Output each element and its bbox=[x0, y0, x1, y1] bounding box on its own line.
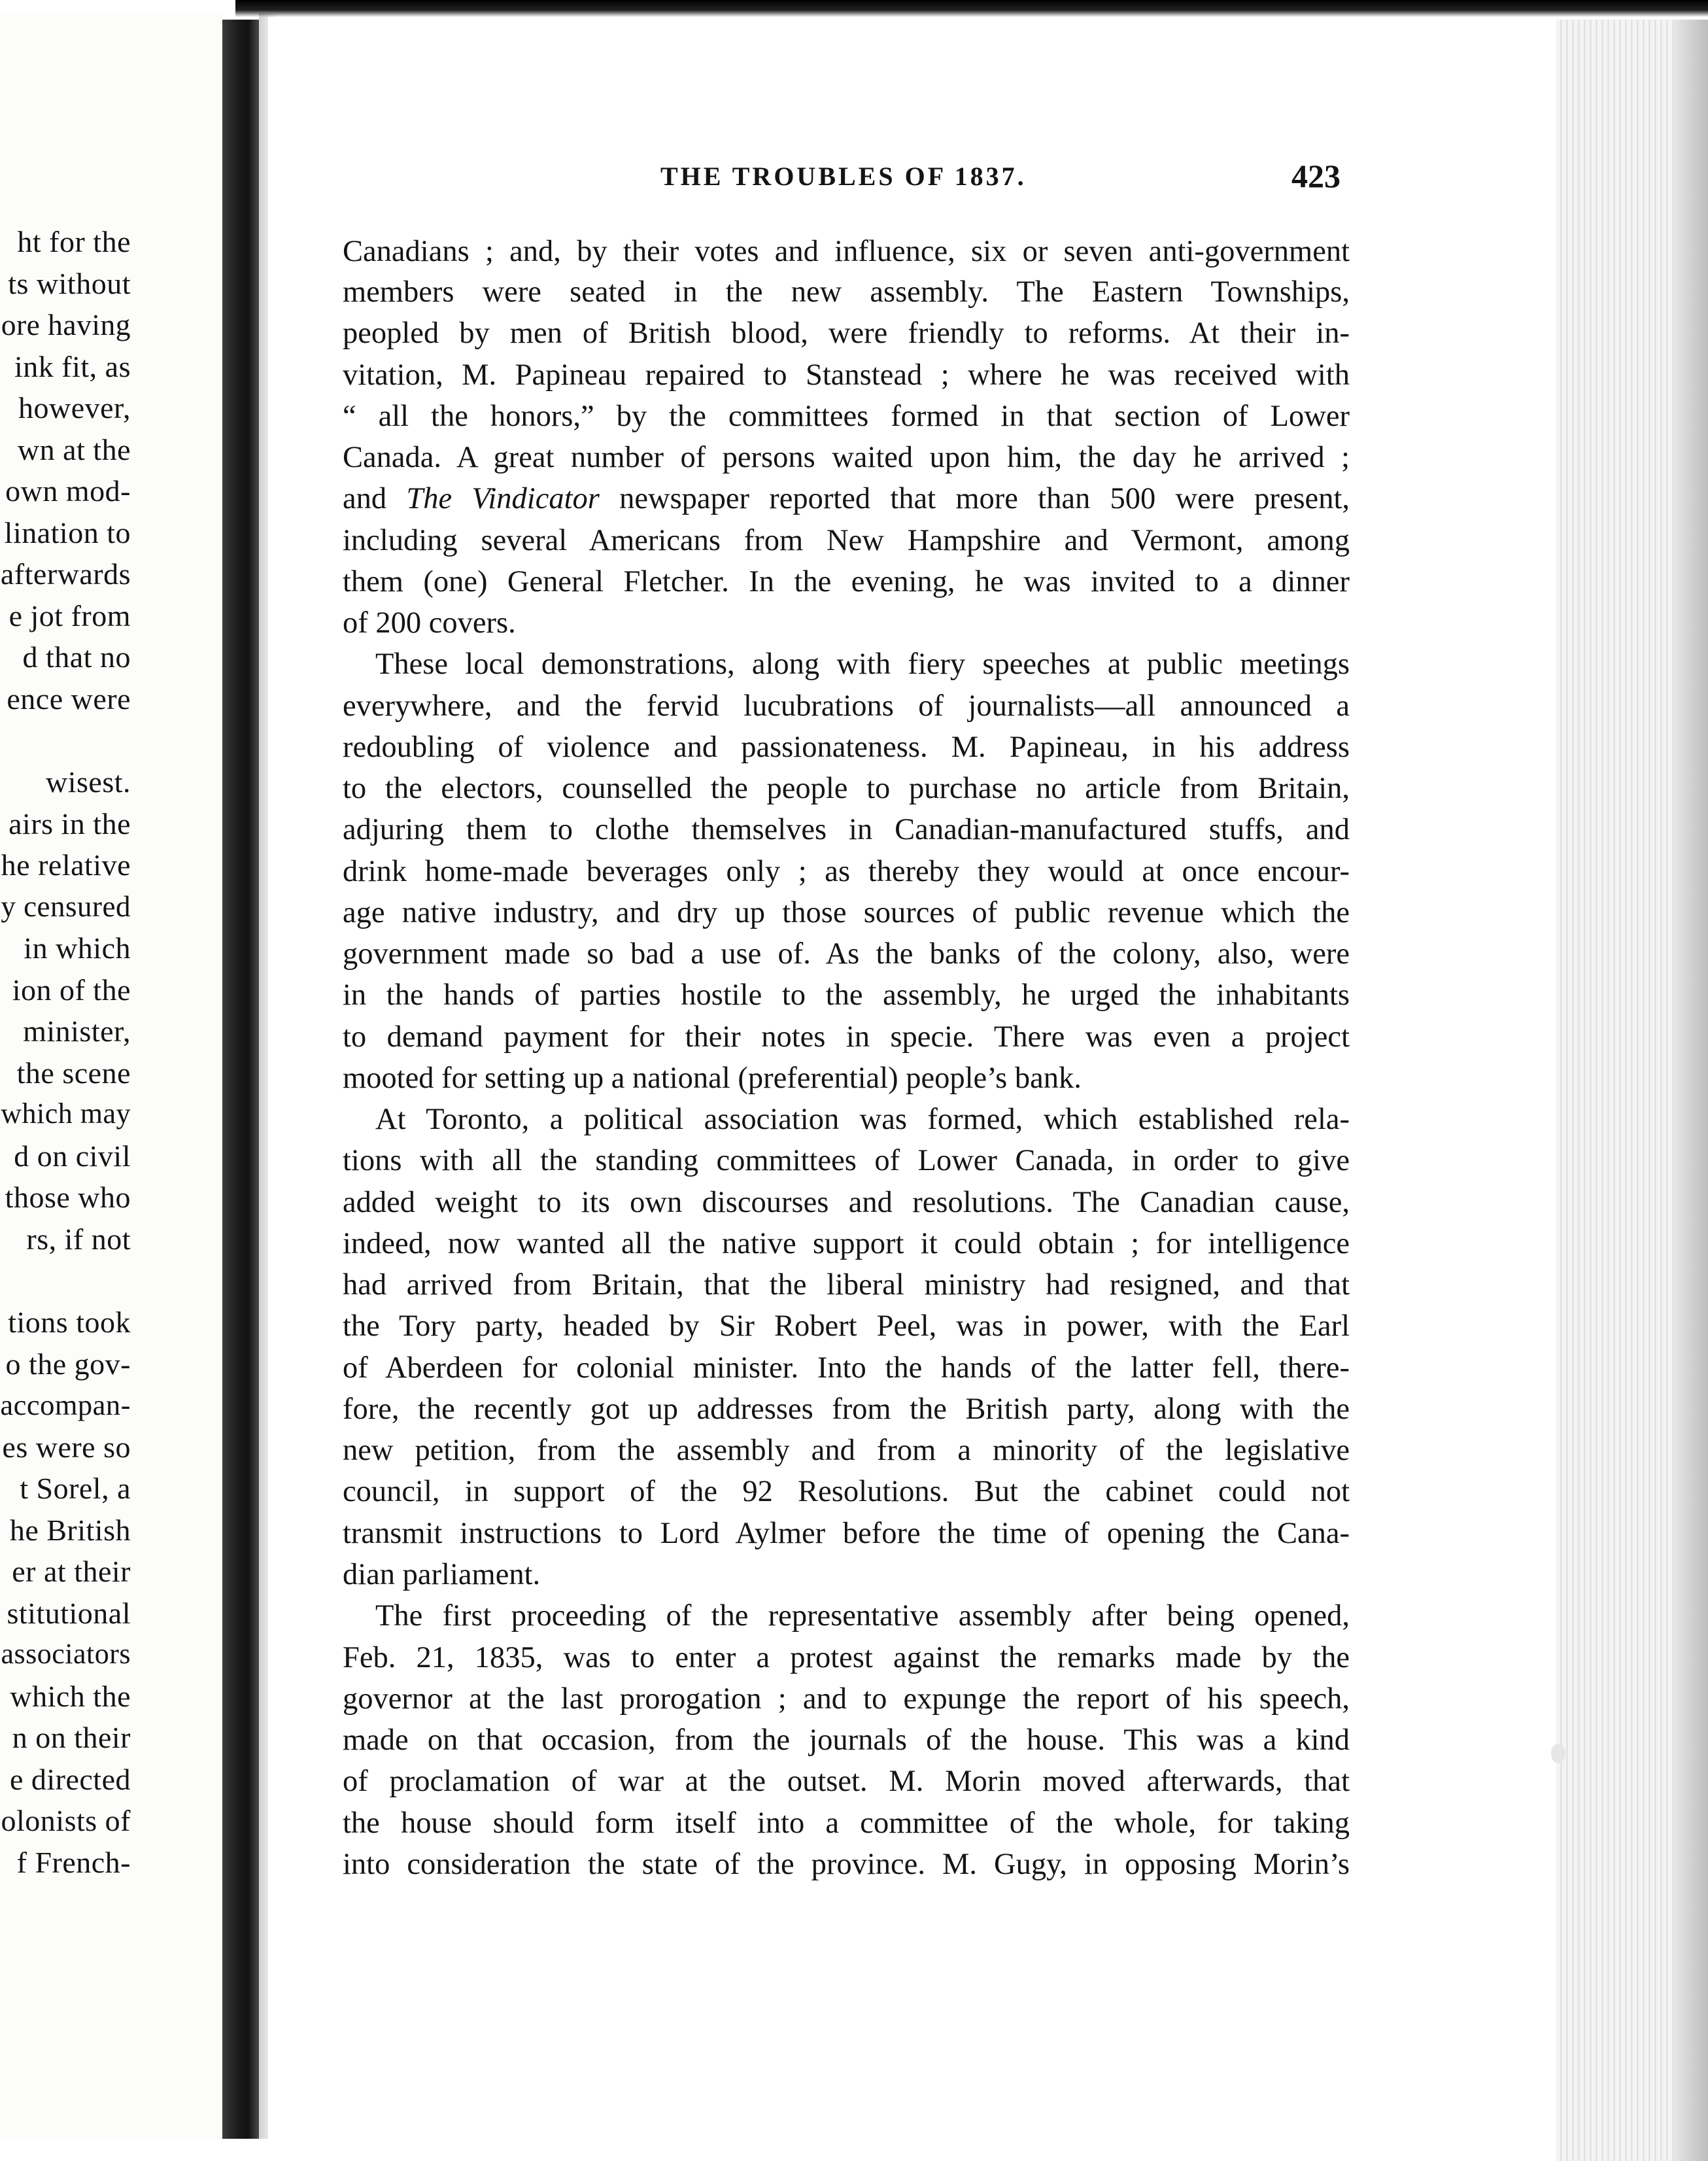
text-line: dian parliament. bbox=[343, 1558, 541, 1591]
left-page-line: f French- bbox=[16, 1846, 131, 1879]
page-stack-shadow bbox=[1674, 20, 1708, 2161]
text-line: vitation, M. Papineau repaired to Stanstead ; where he was received with bbox=[343, 358, 1350, 392]
left-page-line: e directed bbox=[9, 1763, 131, 1796]
text-line: into consideration the state of the province. M. Gugy, in opposing Morin’s bbox=[343, 1848, 1350, 1881]
text-line: peopled by men of British blood, were friendly to reforms. At their in- bbox=[343, 317, 1350, 350]
left-page-line: the scene bbox=[16, 1056, 131, 1090]
text-line: new petition, from the assembly and from a minority of the legislative bbox=[343, 1434, 1350, 1467]
left-page-line: ink fit, as bbox=[14, 350, 131, 383]
text-line: the house should form itself into a committee of the whole, for taking bbox=[343, 1807, 1350, 1840]
left-page-line: stitutional bbox=[7, 1597, 131, 1630]
text-line: them (one) General Fletcher. In the evening, he was invited to a dinner bbox=[343, 565, 1350, 598]
text-line: “ all the honors,” by the committees formed in that section of Lower bbox=[343, 400, 1350, 433]
left-page-line: e jot from bbox=[9, 599, 131, 632]
text-line: including several Americans from New Hampshire and Vermont, among bbox=[343, 524, 1350, 557]
left-page-line: wisest. bbox=[46, 765, 131, 799]
left-page-line: tions took bbox=[8, 1305, 131, 1339]
left-page-line: which the bbox=[10, 1680, 131, 1713]
text-line: of 200 covers. bbox=[343, 606, 516, 640]
left-page-line: own mod- bbox=[5, 474, 131, 508]
left-page-line: those who bbox=[5, 1181, 131, 1214]
page-number: 423 bbox=[1291, 158, 1341, 194]
text-line: added weight to its own discourses and resolutions. The Canadian cause, bbox=[343, 1186, 1350, 1219]
text-line: Canadians ; and, by their votes and influence, six or seven anti-government bbox=[343, 235, 1350, 268]
left-page-line: ht for the bbox=[17, 225, 131, 258]
left-page-line: in which bbox=[24, 931, 131, 965]
text-line: the Tory party, headed by Sir Robert Peel, was in power, with the Earl bbox=[343, 1309, 1350, 1343]
text-line: to the electors, counselled the people to purchase no article from Britain, bbox=[343, 772, 1350, 805]
left-page-line: which may bbox=[1, 1098, 131, 1130]
text-line: and The Vindicator newspaper reported that more than 500 were present, bbox=[343, 482, 1350, 515]
left-page-line: ore having bbox=[1, 308, 131, 341]
left-page-line: airs in the bbox=[9, 807, 131, 840]
text-line: mooted for setting up a national (preferential) people’s bank. bbox=[343, 1062, 1082, 1095]
left-page-line: minister, bbox=[23, 1014, 131, 1048]
left-page-line: he relative bbox=[1, 848, 131, 882]
text-line: Canada. A great number of persons waited upon him, the day he arrived ; bbox=[343, 441, 1350, 474]
text-line: made on that occasion, from the journals of the house. This was a kind bbox=[343, 1723, 1350, 1757]
scan-speck bbox=[1551, 1744, 1565, 1763]
left-page-line: ence were bbox=[7, 682, 131, 716]
text-line: of proclamation of war at the outset. M. Morin moved afterwards, that bbox=[343, 1765, 1350, 1798]
left-page-line: t Sorel, a bbox=[20, 1472, 131, 1505]
left-page-line: associators bbox=[1, 1638, 131, 1670]
running-title: THE TROUBLES OF 1837. bbox=[660, 162, 1027, 191]
text-line: redoubling of violence and passionateness. M. Papineau, in his address bbox=[343, 731, 1350, 764]
text-line: adjuring them to clothe themselves in Canadian-manufactured stuffs, and bbox=[343, 813, 1350, 846]
left-page-line: olonists of bbox=[1, 1804, 131, 1837]
text-line: drink home-made beverages only ; as thereby they would at once encour- bbox=[343, 855, 1350, 888]
left-page-line: o the gov- bbox=[5, 1347, 131, 1381]
text-line: had arrived from Britain, that the liberal ministry had resigned, and that bbox=[343, 1268, 1350, 1302]
text-line: The first proceeding of the representative assembly after being opened, bbox=[375, 1599, 1350, 1633]
text-line: everywhere, and the fervid lucubrations of journalists—all announced a bbox=[343, 689, 1350, 723]
text-line: transmit instructions to Lord Aylmer before the time of opening the Cana- bbox=[343, 1517, 1350, 1550]
book-gutter bbox=[222, 20, 259, 2139]
left-page-line: he British bbox=[9, 1513, 131, 1547]
left-page-line: es were so bbox=[2, 1430, 131, 1464]
left-page-line: d that no bbox=[22, 640, 131, 674]
left-facing-page bbox=[0, 13, 222, 2139]
text-line: to demand payment for their notes in specie. There was even a project bbox=[343, 1020, 1350, 1054]
text-line: These local demonstrations, along with fiery speeches at public meetings bbox=[375, 648, 1350, 681]
text-line: government made so bad a use of. As the banks of the colony, also, were bbox=[343, 937, 1350, 971]
text-line: members were seated in the new assembly. The Eastern Townships, bbox=[343, 275, 1350, 309]
left-page-line: wn at the bbox=[17, 433, 131, 466]
text-line: of Aberdeen for colonial minister. Into the hands of the latter fell, there- bbox=[343, 1351, 1350, 1385]
text-line: tions with all the standing committees of Lower Canada, in order to give bbox=[343, 1144, 1350, 1177]
text-line: indeed, now wanted all the native support it could obtain ; for intelligence bbox=[343, 1227, 1350, 1260]
left-page-line: y censured bbox=[1, 890, 131, 923]
text-line: governor at the last prorogation ; and to expunge the report of his speech, bbox=[343, 1682, 1350, 1716]
left-page-line: n on their bbox=[12, 1721, 131, 1754]
left-page-line: ion of the bbox=[12, 973, 131, 1007]
text-line: age native industry, and dry up those sources of public revenue which the bbox=[343, 896, 1350, 929]
left-page-line: however, bbox=[18, 391, 131, 424]
text-line: fore, the recently got up addresses from the British party, along with the bbox=[343, 1392, 1350, 1426]
left-page-line: accompan- bbox=[0, 1389, 131, 1421]
left-page-line: rs, if not bbox=[26, 1222, 131, 1256]
text-line: At Toronto, a political association was formed, which established rela- bbox=[375, 1103, 1350, 1136]
left-page-line: d on civil bbox=[14, 1139, 131, 1173]
left-page-line: ts without bbox=[8, 267, 131, 300]
text-line: Feb. 21, 1835, was to enter a protest against the remarks made by the bbox=[343, 1641, 1350, 1674]
newspaper-title: The Vindicator bbox=[406, 482, 600, 515]
text-line: in the hands of parties hostile to the assembly, he urged the inhabitants bbox=[343, 978, 1350, 1012]
left-page-line: afterwards bbox=[0, 557, 131, 591]
left-page-line: lination to bbox=[4, 516, 131, 549]
text-line: council, in support of the 92 Resolutions. But the cabinet could not bbox=[343, 1475, 1350, 1508]
top-scan-edge bbox=[235, 0, 1708, 17]
left-page-line: er at their bbox=[12, 1555, 131, 1588]
